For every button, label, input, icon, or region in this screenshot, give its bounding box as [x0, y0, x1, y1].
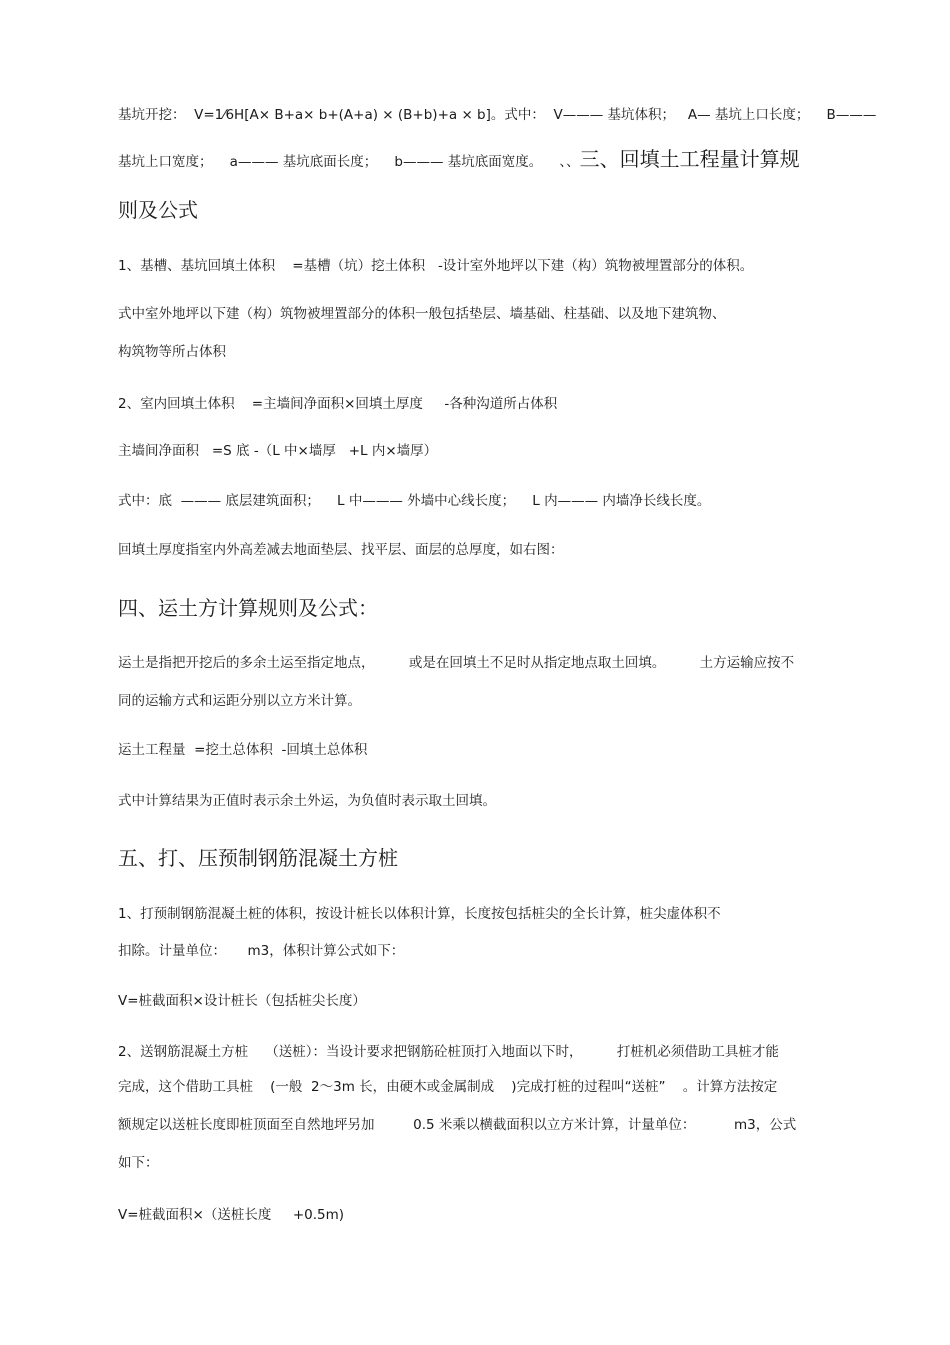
text-line: 如下： [118, 1155, 159, 1171]
text-line: 式中计算结果为正值时表示余土外运，为负值时表示取土回填。 [118, 793, 496, 809]
text-span: 基坑上口宽度； a——— 基坑底面长度； b——— 基坑底面宽度。 、、 [118, 154, 580, 170]
text-line: 构筑物等所占体积 [118, 344, 226, 360]
text-line: 1、基槽、基坑回填土体积 =基槽（坑）挖土体积 -设计室外地坪以下建（构）筑物被埋置部分的体积。 [118, 258, 754, 274]
section-heading-3: 三、回填土工程量计算规 [579, 147, 800, 171]
text-line: V=桩截面积×（送桩长度 +0.5m) [118, 1207, 345, 1223]
text-line: 基坑开挖： V=1⁄6H[A× B+a× b+(A+a) × (B+b)+a × b]。式中： V——— 基坑体积； A— 基坑上口长度； B——— [118, 107, 877, 123]
section-heading-5: 五、打、压预制钢筋混凝土方桩 [118, 846, 398, 870]
section-heading-4: 四、运土方计算规则及公式： [118, 596, 378, 620]
text-line: 运土是指把开挖后的多余土运至指定地点， 或是在回填土不足时从指定地点取土回填。 土方运输应按不 [118, 655, 795, 671]
text-line: 2、室内回填土体积 =主墙间净面积×回填土厚度 -各种沟道所占体积 [118, 396, 558, 412]
text-line: 完成，这个借助工具桩 (一般 2～3m 长，由硬木或金属制成 )完成打桩的过程叫“送桩” 。计算方法按定 [118, 1079, 778, 1095]
text-line [118, 147, 800, 171]
text-line: 额规定以送桩长度即桩顶面至自然地坪另加 0.5 米乘以横截面积以立方米计算，计量单位： m3，公式 [118, 1117, 797, 1133]
text-line: 式中：底 ——— 底层建筑面积； L 中——— 外墙中心线长度； L 内——— 内墙净长线长度。 [118, 493, 711, 509]
text-line: 式中室外地坪以下建（构）筑物被埋置部分的体积一般包括垫层、墙基础、柱基础、以及地下建筑物、 [118, 306, 726, 322]
text-line: 1、打预制钢筋混凝土桩的体积，按设计桩长以体积计算，长度按包括桩尖的全长计算，桩尖虚体积不 [118, 906, 721, 922]
text-line: 运土工程量 =挖土总体积 -回填土总体积 [118, 742, 368, 758]
text-line: 扣除。计量单位： m3，体积计算公式如下： [118, 943, 405, 959]
text-line: 主墙间净面积 =S 底 -（L 中×墙厚 +L 内×墙厚） [118, 443, 438, 459]
text-line: 同的运输方式和运距分别以立方米计算。 [118, 693, 361, 709]
text-line: 回填土厚度指室内外高差减去地面垫层、找平层、面层的总厚度，如右图： [118, 542, 564, 558]
section-heading-3-cont: 则及公式 [118, 198, 198, 222]
text-line: 2、送钢筋混凝土方桩 （送桩）：当设计要求把钢筋砼桩顶打入地面以下时， 打桩机必须借助工具桩才能 [118, 1044, 779, 1060]
text-line: V=桩截面积×设计桩长（包括桩尖长度） [118, 993, 366, 1009]
